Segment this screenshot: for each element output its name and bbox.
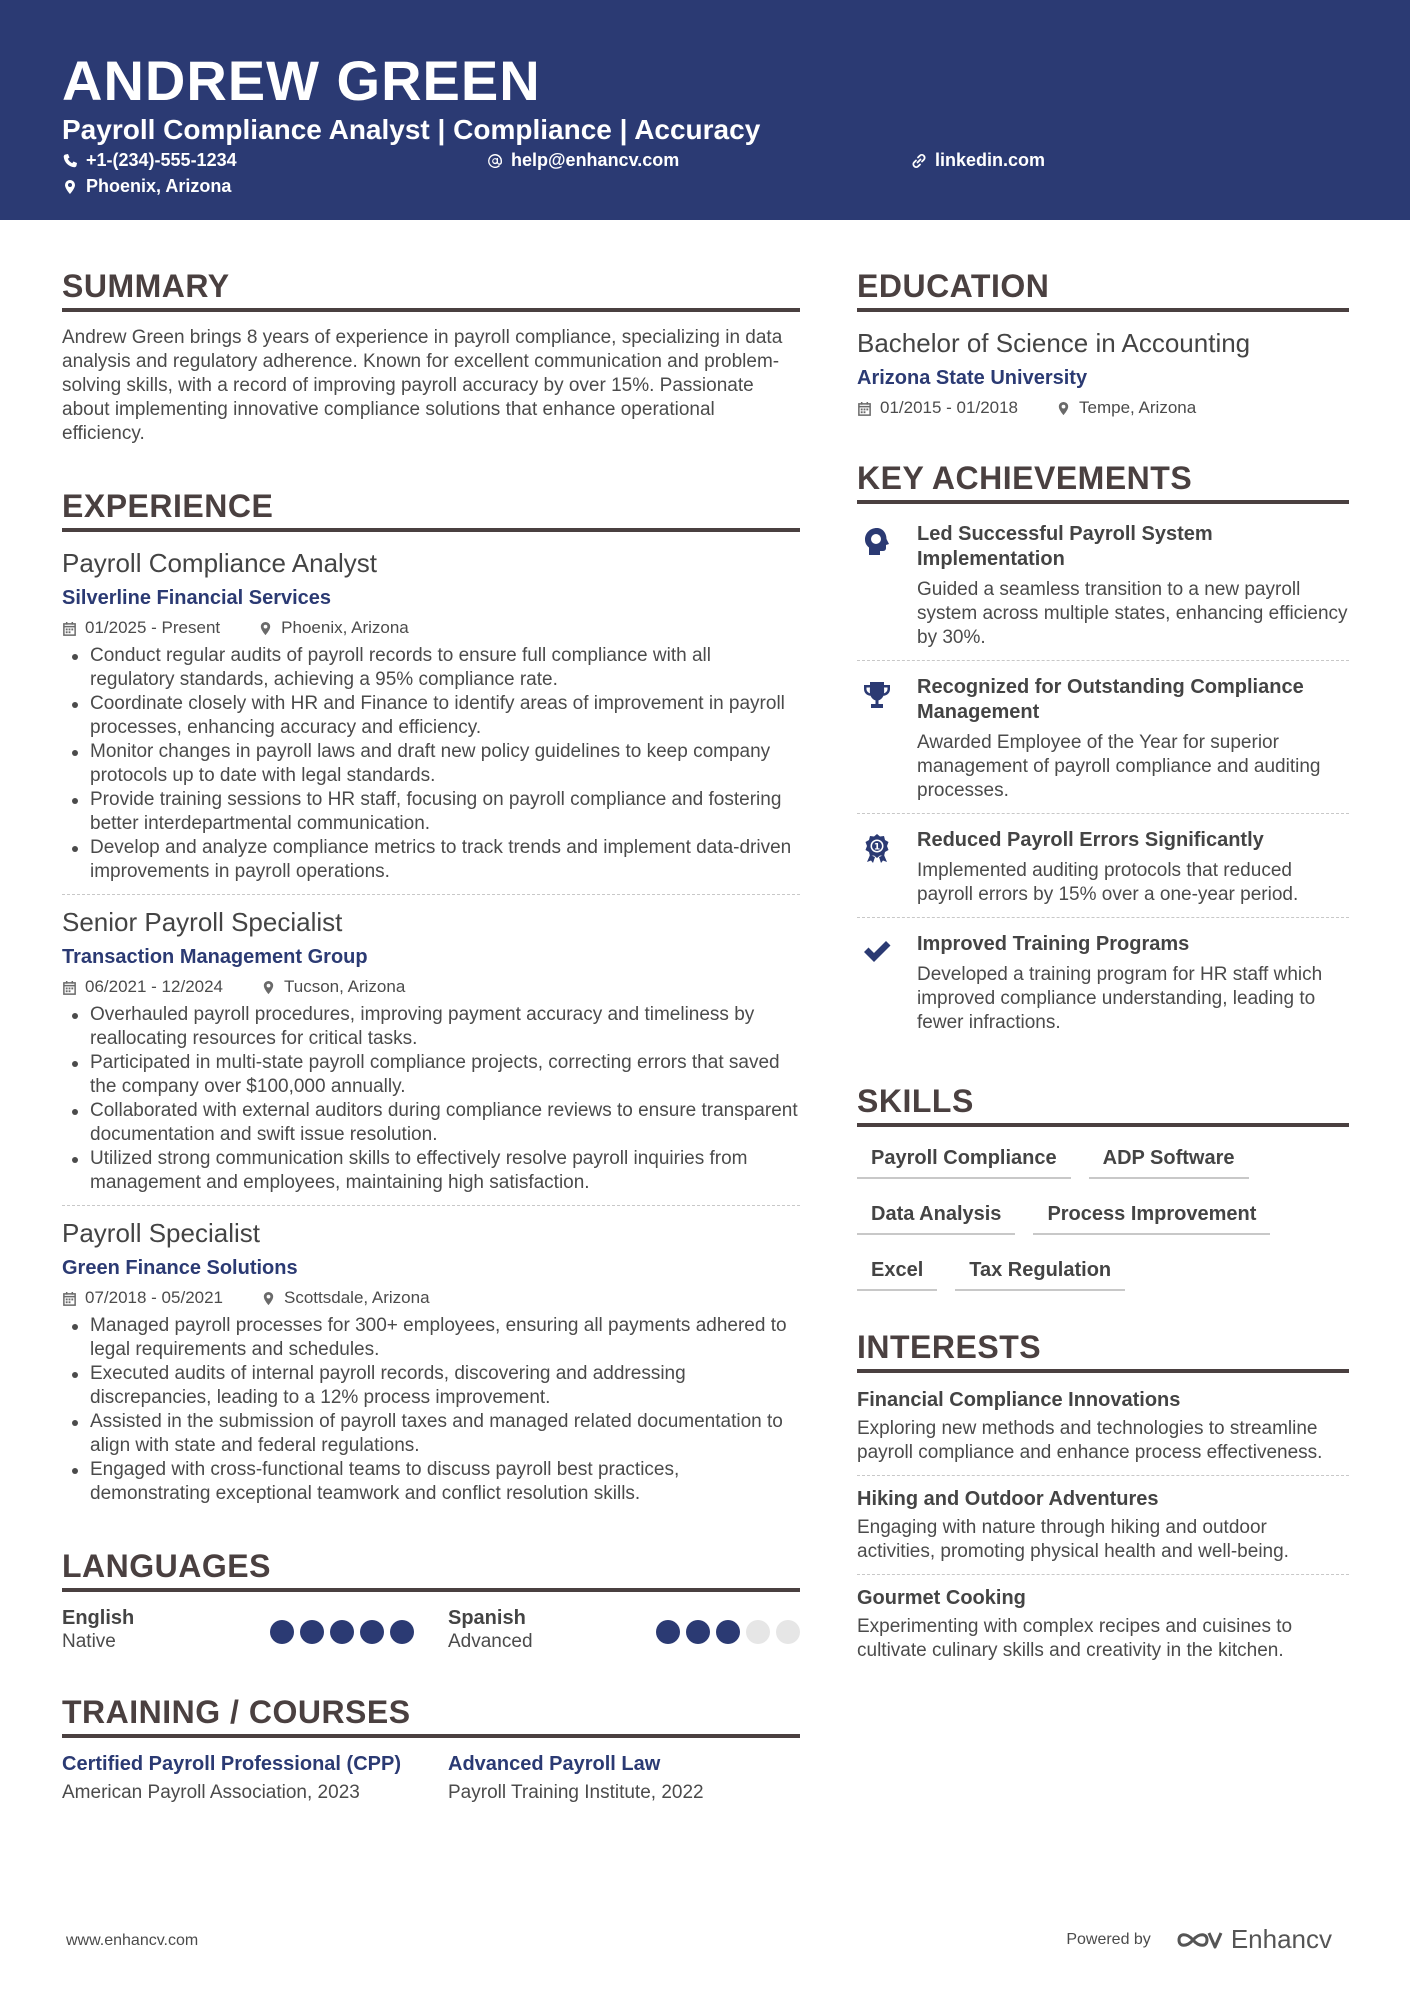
left-column (62, 266, 800, 1805)
achievement-title: Improved Training Programs (917, 933, 1190, 955)
achievement-item (857, 928, 1349, 1045)
at-sign-icon (487, 153, 503, 169)
achievement-title: Reduced Payroll Errors Significantly (917, 829, 1264, 851)
training-detail: American Payroll Association, 2023 (62, 1782, 360, 1803)
link-icon (911, 153, 927, 169)
svg-text:1: 1 (873, 842, 881, 853)
education-section (857, 266, 1349, 420)
phone-icon (62, 153, 78, 169)
rating-dot (390, 1620, 414, 1644)
contact-phone[interactable] (62, 150, 237, 171)
achievements-heading: KEY ACHIEVEMENTS (857, 458, 1349, 504)
job-bullets (62, 1003, 800, 1195)
job-location: Scottsdale, Arizona (284, 1288, 430, 1307)
footer-branding (1066, 1924, 1332, 1955)
bullet-item: Engaged with cross-functional teams to discuss payroll best practices, demonstrating exceptional teamwork and conflict resolution skills. (62, 1458, 800, 1506)
language-rating (656, 1620, 800, 1654)
skill-tag: Payroll Compliance (857, 1141, 1071, 1179)
contact-linkedin[interactable] (911, 150, 1045, 171)
bullet-item: Participated in multi-state payroll compliance projects, correcting errors that saved the company over $100,000 annually. (62, 1051, 800, 1099)
achievement-divider (857, 917, 1349, 918)
school-name: Arizona State University (857, 367, 1088, 389)
footer-website-link[interactable]: www.enhancv.com (66, 1932, 199, 1949)
job-location: Tucson, Arizona (284, 977, 406, 996)
interest-title: Hiking and Outdoor Adventures (857, 1488, 1159, 1510)
interest-desc: Experimenting with complex recipes and cuisines to cultivate culinary skills and creativity in the kitchen. (857, 1616, 1293, 1661)
skills-section (857, 1081, 1349, 1291)
brand-name: Enhancv (1230, 1924, 1332, 1954)
education-location: Tempe, Arizona (1079, 398, 1197, 417)
location-pin-icon (258, 621, 273, 636)
training-item (62, 1752, 414, 1805)
calendar-icon (62, 980, 77, 995)
language-rating (270, 1620, 414, 1654)
experience-section (62, 486, 800, 1506)
job-entry (62, 546, 800, 884)
right-column (857, 266, 1349, 1663)
skill-tag: ADP Software (1089, 1141, 1249, 1179)
interest-title: Gourmet Cooking (857, 1587, 1026, 1609)
language-item (62, 1606, 414, 1654)
interest-divider (857, 1574, 1349, 1575)
contact-email[interactable] (487, 150, 679, 171)
interests-section (857, 1327, 1349, 1663)
training-item (448, 1752, 800, 1805)
interest-divider (857, 1475, 1349, 1476)
company-name: Transaction Management Group (62, 946, 368, 968)
calendar-icon (62, 621, 77, 636)
skill-tag: Tax Regulation (955, 1253, 1125, 1291)
language-level: Advanced (448, 1631, 533, 1652)
job-dates: 01/2025 - Present (85, 618, 221, 637)
bullet-item: Overhauled payroll procedures, improving payment accuracy and timeliness by reallocating resources for critical tasks. (62, 1003, 800, 1051)
training-heading: TRAINING / COURSES (62, 1692, 800, 1738)
interest-item (857, 1585, 1349, 1663)
job-entry (62, 1216, 800, 1506)
achievement-desc: Guided a seamless transition to a new payroll system across multiple states, enhancing efficiency by 30%. (917, 579, 1348, 648)
enhancv-logo-icon (1175, 1927, 1223, 1953)
bullet-item: Conduct regular audits of payroll records to ensure full compliance with all regulatory standards, achieving a 95% compliance rate. (62, 644, 800, 692)
achievement-title: Recognized for Outstanding Compliance Management (917, 676, 1304, 723)
job-dates: 06/2021 - 12/2024 (85, 977, 224, 996)
skill-tag: Process Improvement (1033, 1197, 1270, 1235)
achievement-item (857, 824, 1349, 917)
location-text: Phoenix, Arizona (86, 176, 232, 196)
rating-dot (656, 1620, 680, 1644)
achievement-item (857, 671, 1349, 813)
bullet-item: Executed audits of internal payroll records, discovering and addressing discrepancies, leading to a 12% process improvement. (62, 1362, 800, 1410)
education-meta (857, 396, 1349, 420)
interest-item (857, 1387, 1349, 1465)
brand-logo[interactable] (1175, 1924, 1332, 1955)
skills-heading: SKILLS (857, 1081, 1349, 1127)
language-item (448, 1606, 800, 1654)
achievement-desc: Developed a training program for HR staff which improved compliance understanding, leading to fewer infractions. (917, 964, 1323, 1033)
job-title: Payroll Compliance Analyst (62, 548, 378, 578)
email-text: help@enhancv.com (511, 150, 680, 170)
language-level: Native (62, 1631, 116, 1652)
job-meta (62, 1286, 800, 1310)
degree-title: Bachelor of Science in Accounting (857, 328, 1251, 358)
location-pin-icon (1056, 401, 1071, 416)
interest-item (857, 1486, 1349, 1564)
interest-title: Financial Compliance Innovations (857, 1389, 1181, 1411)
bullet-item: Utilized strong communication skills to effectively resolve payroll inquiries from management and employees, maintaining high satisfaction. (62, 1147, 800, 1195)
summary-heading: SUMMARY (62, 266, 800, 312)
company-name: Silverline Financial Services (62, 587, 332, 609)
language-name: English (62, 1607, 135, 1629)
training-name: Certified Payroll Professional (CPP) (62, 1753, 401, 1775)
job-title: Payroll Specialist (62, 1218, 260, 1248)
location-pin-icon (261, 980, 276, 995)
job-meta (62, 616, 800, 640)
job-dates: 07/2018 - 05/2021 (85, 1288, 224, 1307)
bullet-item: Provide training sessions to HR staff, focusing on payroll compliance and fostering better interdepartmental communication. (62, 788, 800, 836)
achievement-desc: Implemented auditing protocols that reduced payroll errors by 15% over a one-year period. (917, 860, 1299, 905)
rating-dot (716, 1620, 740, 1644)
achievement-divider (857, 813, 1349, 814)
bullet-item: Assisted in the submission of payroll taxes and managed related documentation to align with state and federal regulations. (62, 1410, 800, 1458)
education-dates: 01/2015 - 01/2018 (880, 398, 1019, 417)
training-name: Advanced Payroll Law (448, 1753, 661, 1775)
bullet-item: Managed payroll processes for 300+ employees, ensuring all payments adhered to legal requirements and schedules. (62, 1314, 800, 1362)
calendar-icon (62, 1291, 77, 1306)
interest-desc: Exploring new methods and technologies to streamline payroll compliance and enhance process effectiveness. (857, 1418, 1323, 1463)
job-divider (62, 1205, 800, 1206)
job-meta (62, 975, 800, 999)
languages-heading: LANGUAGES (62, 1546, 800, 1592)
languages-section (62, 1546, 800, 1654)
checkmark-icon (861, 936, 893, 968)
job-divider (62, 894, 800, 895)
bullet-item: Develop and analyze compliance metrics to track trends and implement data-driven improvements in payroll operations. (62, 836, 800, 884)
powered-by-label: Powered by (1066, 1930, 1151, 1948)
job-bullets (62, 1314, 800, 1506)
skills-list (857, 1141, 1349, 1291)
skill-tag: Data Analysis (857, 1197, 1015, 1235)
rating-dot (270, 1620, 294, 1644)
rating-dot (330, 1620, 354, 1644)
job-entry (62, 905, 800, 1195)
location-pin-icon (261, 1291, 276, 1306)
job-location: Phoenix, Arizona (281, 618, 409, 637)
bullet-item: Monitor changes in payroll laws and draft new policy guidelines to keep company protocols up to date with legal standards. (62, 740, 800, 788)
rating-dot (686, 1620, 710, 1644)
contact-location (62, 176, 231, 197)
achievements-section (857, 458, 1349, 1045)
achievement-divider (857, 660, 1349, 661)
summary-text: Andrew Green brings 8 years of experience in payroll compliance, specializing in data analysis and regulatory adherence. Known for excellent communication and problem-solving skills, with a record of improving payroll accuracy by over 15%. Passionate about implementing innovative compliance solutions that enhance operational efficiency. (62, 327, 783, 444)
linkedin-text: linkedin.com (935, 150, 1046, 170)
company-name: Green Finance Solutions (62, 1257, 298, 1279)
achievement-title: Led Successful Payroll System Implementation (917, 523, 1213, 570)
interests-heading: INTERESTS (857, 1327, 1349, 1373)
rating-dot (300, 1620, 324, 1644)
rating-dot (360, 1620, 384, 1644)
job-bullets (62, 644, 800, 884)
head-icon (861, 526, 893, 558)
resume-header (0, 0, 1410, 220)
job-title: Senior Payroll Specialist (62, 907, 343, 937)
education-heading: EDUCATION (857, 266, 1349, 312)
candidate-name: ANDREW GREEN (62, 49, 541, 112)
interest-desc: Engaging with nature through hiking and outdoor activities, promoting physical health and well-being. (857, 1517, 1289, 1562)
rating-dot (776, 1620, 800, 1644)
language-name: Spanish (448, 1607, 526, 1629)
phone-text: +1-(234)-555-1234 (86, 150, 237, 170)
skill-tag: Excel (857, 1253, 937, 1291)
summary-section (62, 266, 800, 446)
award-badge-icon (861, 832, 893, 864)
achievement-desc: Awarded Employee of the Year for superior management of payroll compliance and auditing processes. (917, 732, 1321, 801)
trophy-icon (861, 679, 893, 711)
achievement-item (857, 518, 1349, 660)
bullet-item: Collaborated with external auditors during compliance reviews to ensure transparent documentation and swift issue resolution. (62, 1099, 800, 1147)
bullet-item: Coordinate closely with HR and Finance to identify areas of improvement in payroll processes, enhancing accuracy and efficiency. (62, 692, 800, 740)
candidate-role: Payroll Compliance Analyst | Compliance | Accuracy (62, 114, 761, 145)
rating-dot (746, 1620, 770, 1644)
training-detail: Payroll Training Institute, 2022 (448, 1782, 704, 1803)
location-pin-icon (62, 179, 78, 195)
calendar-icon (857, 401, 872, 416)
experience-heading: EXPERIENCE (62, 486, 800, 532)
training-section (62, 1692, 800, 1805)
